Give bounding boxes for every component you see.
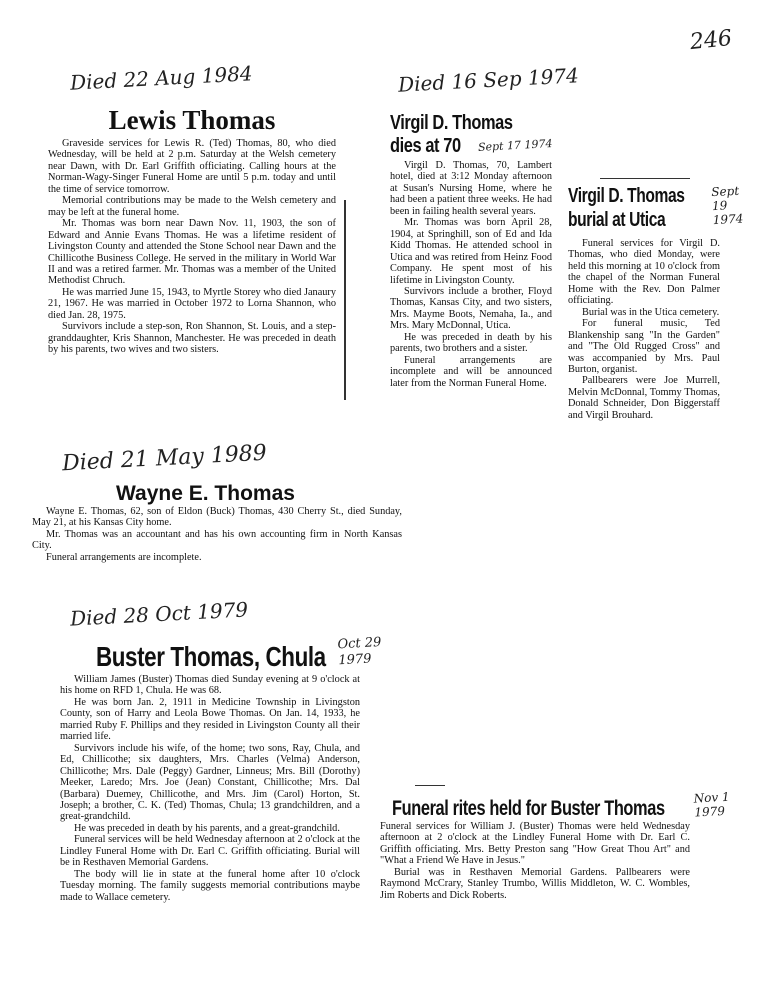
paragraph: Survivors include a brother, Floyd Thomas, Kansas City, and two sisters, Mrs. Mayme Boots, Nemaha, Ia., and Mrs. Mary McDonnal, Utica. [390, 285, 552, 332]
obituary-funeral-rites [380, 796, 690, 901]
handwritten-date: Nov 1 1979 [693, 789, 730, 820]
paragraph: For funeral music, Ted Blankenship sang "In the Garden" and "The Old Rugged Cross" and was accompanied by Mrs. Paul Burton, organist. [568, 318, 720, 375]
obituary-virgil-dies [390, 112, 552, 389]
obituary-buster-thomas [60, 640, 360, 903]
handwritten-death-date: Died 28 Oct 1979 [69, 597, 249, 631]
paragraph: Mr. Thomas was born April 28, 1904, at Springhill, son of Ed and Ida Kidd Thomas. He attended school in Utica and was retired from Heinz Food Company. He spent most of his lifetime in Livingston County. [390, 217, 552, 286]
paragraph: He was preceded in death by his parents, two brothers and a sister. [390, 331, 552, 355]
paragraph: Funeral arrangements are incomplete. [46, 551, 202, 563]
obituary-lewis-thomas [48, 104, 336, 356]
paragraph: Funeral services for Virgil D. Thomas, who died Monday, were held this morning at 10 o'clock from the chapel of the Norman Funeral Home with the Rev. Don Palmer officiating. [568, 238, 720, 307]
paragraph: Burial was in the Utica cemetery. [582, 306, 720, 318]
paragraph: Wayne E. Thomas, 62, son of Eldon (Buck) Thomas, 430 Cherry St., died Sunday, May 21, at his Kansas City home. [32, 506, 402, 529]
handwritten-death-date: Died 22 Aug 1984 [69, 61, 254, 95]
paragraph: Mr. Thomas was an accountant and has his own accounting firm in North Kansas City. [32, 528, 402, 552]
divider [415, 785, 445, 786]
paragraph: Virgil D. Thomas, 70, Lambert hotel, died at 3:12 Monday afternoon at Susan's Nursing Home, where he had been a patient three weeks. He had been in failing health several years. [390, 160, 552, 217]
handwritten-death-date: Died 16 Sep 1974 [397, 63, 580, 97]
paragraph: Burial was in Resthaven Memorial Gardens. Pallbearers were Raymond McCrary, Stanley Trumbo, Willis Middleton, W. C. Wombles, Jim Roberts and Dick Roberts. [380, 866, 690, 901]
paragraph: Funeral arrangements are incomplete and will be announced later from the Norman Funeral Home. [390, 354, 552, 389]
paragraph: The body will lie in state at the funeral home after 10 o'clock Tuesday morning. The family suggests memorial contributions maybe made to Wallace cemetery. [60, 868, 360, 903]
divider [600, 178, 690, 179]
headline: Virgil D. Thomas [568, 185, 685, 207]
headline: Virgil D. Thomas [390, 112, 513, 134]
paragraph: Pallbearers were Joe Murrell, Melvin McDonnal, Tommy Thomas, Donald Schneider, Don Biggerstaff and Virgil Brouhard. [568, 375, 720, 421]
headline: Wayne E. Thomas [116, 482, 295, 505]
handwritten-death-date: Died 21 May 1989 [61, 440, 268, 477]
paragraph: Memorial contributions may be made to the Welsh cemetery and may be left at the funeral home. [48, 195, 336, 218]
page-number: 246 [688, 25, 734, 56]
handwritten-date: Sept 19 1974 [710, 183, 744, 228]
headline: Lewis Thomas [108, 105, 276, 135]
handwritten-date: Oct 29 1979 [337, 635, 382, 669]
column-rule [344, 200, 346, 400]
paragraph: William James (Buster) Thomas died Sunday evening at 9 o'clock at his home on RFD 1, Chula. He was 68. [60, 674, 360, 697]
paragraph: Mr. Thomas was born near Dawn Nov. 11, 1903, the son of Edward and Annie Evans Thomas. He was a lifetime resident of Livingston County and attended the Stone School near Dawn and the Chillicothe Business College. He served in the military in World War II and was a retired farmer. Mr. Thomas was a member of the United Methodist Chruch. [48, 218, 336, 287]
paragraph: He was married June 15, 1943, to Myrtle Storey who died Janaury 21, 1967. He was married in October 1972 to Lorna Shannon, who died Jan. 28, 1975. [48, 286, 336, 321]
headline: Funeral rites held for Buster Thomas [392, 797, 665, 820]
paragraph: Survivors include a step-son, Ron Shannon, St. Louis, and a step-granddaughter, Kris Shannon, Manchester. He was preceded in death by his parents, two wives and two sisters. [48, 321, 336, 356]
headline: Buster Thomas, Chula [96, 641, 326, 672]
obituary-virgil-burial [568, 184, 720, 421]
paragraph: Survivors include his wife, of the home; two sons, Ray, Chula, and Ed, Chillicothe; six daughters, Mrs. Charles (Velma) Anderson, Chillicothe; Mrs. Dale (Peggy) Gardner, Linneus; Mrs. Bill (Dorothy) Meeker, Laredo; Mrs. Joe (Jean) Constant, Chillicothe; Mrs. Dal (Barbara) Duemey, Chillicothe, and Mrs. Jim (Carol) Horton, St. Joseph; a brother, C. K. (Ted) Thomas, Chula; 13 grandchildren, and a great-grandchild. [60, 742, 360, 823]
paragraph: Graveside services for Lewis R. (Ted) Thomas, 80, who died Wednesday, will be held at 2 p.m. Saturday at the Welsh cemetery near Dawn, with Dr. Earl Griffith officiating. Calling hours at the Norman-Wagy-Singer Funeral Home are until 5 p.m. today and until the time of service tomorrow. [48, 138, 336, 195]
handwritten-date: Sept 17 1974 [477, 137, 553, 154]
paragraph: He was preceded in death by his parents, and a great-grandchild. [74, 822, 340, 834]
paragraph: Funeral services for William J. (Buster) Thomas were held Wednesday afternoon at 2 o'clock at the Lindley Funeral Home with Dr. Earl C. Griffith officiating. Mrs. Betty Preston sang "How Great Thou Art" and "What a Friend We Have in Jesus." [380, 821, 690, 867]
headline: burial at Utica [568, 209, 666, 231]
paragraph: He was born Jan. 2, 1911 in Medicine Township in Livingston County, son of Harry and Leola Bowe Thomas. On Jan. 14, 1933, he married Ruby F. Phillips and they resided in Livingston County all their married life. [60, 696, 360, 743]
headline: dies at 70 [390, 135, 461, 157]
obituary-wayne-thomas [32, 481, 402, 563]
paragraph: Funeral services will be held Wednesday afternoon at 2 o'clock at the Lindley Funeral Home with Dr. Earl C. Griffith officiating. Burial will be in Resthaven Memorial Gardens. [60, 834, 360, 869]
